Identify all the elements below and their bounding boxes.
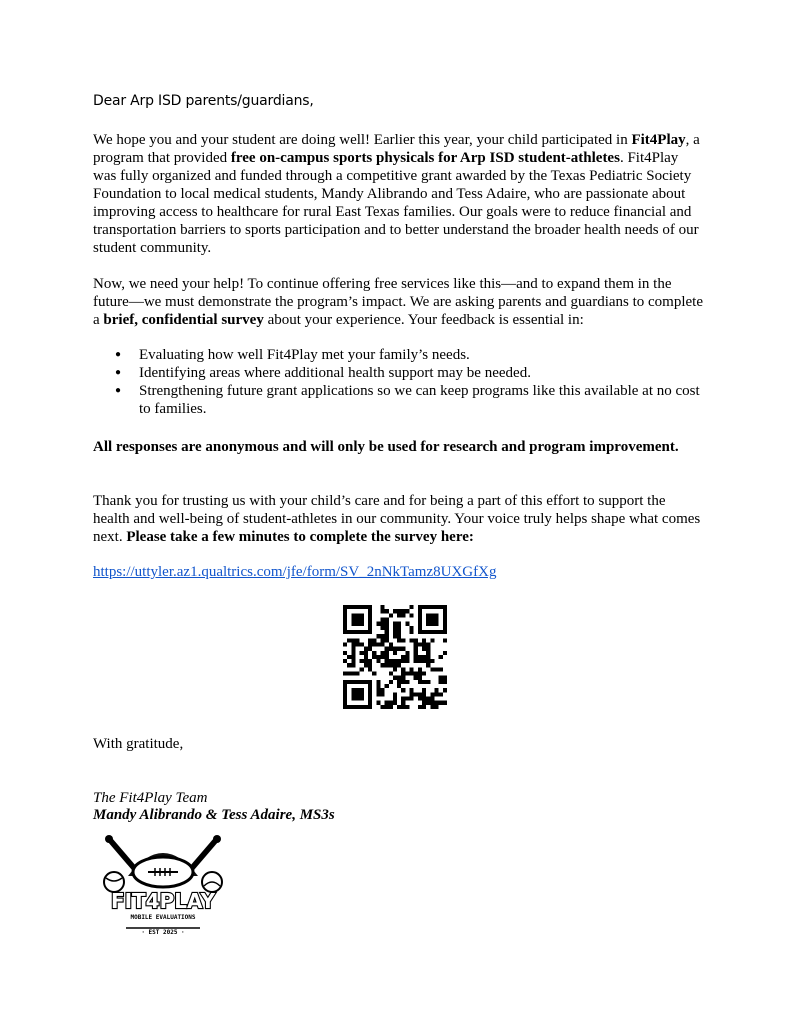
paragraph-intro	[93, 131, 703, 257]
list-item: ● Evaluating how well Fit4Play met your family’s needs.	[93, 346, 703, 364]
bold-text: Fit4Play	[631, 132, 686, 148]
feedback-list	[93, 346, 703, 418]
svg-text:★: ★	[159, 842, 167, 851]
fit4play-logo	[100, 832, 226, 938]
text: , a program that provided	[93, 132, 700, 166]
bold-text: Please take a few minutes to complete the survey here:	[126, 529, 474, 545]
list-item: ● Strengthening future grant applications so we can keep programs like this available at no cost to families.	[93, 382, 703, 418]
text: We hope you and your student are doing well! Earlier this year, your child participated in	[93, 132, 632, 148]
logo-est: · EST 2025 ·	[141, 929, 185, 936]
text: . Fit4Play was fully organized and funded through a competitive grant awarded by the Texas Pediatric Society Foundation to local medical students, Mandy Alibrando and Tess Adaire, who are passionate about improving access to healthcare for rural East Texas families. Our goals were to reduce financial and transportation barriers to sports participation and to better understand the broader health needs of our student community.	[93, 150, 699, 256]
author-names: Mandy Alibrando & Tess Adaire, MS3s	[93, 807, 335, 823]
bold-text: brief, confidential survey	[103, 312, 264, 328]
qr-code-icon[interactable]	[343, 605, 447, 709]
closing: With gratitude,	[93, 736, 184, 752]
svg-text:★: ★	[152, 845, 160, 854]
paragraph-request	[93, 275, 703, 329]
paragraph-thanks	[93, 492, 703, 546]
greeting: Dear Arp ISD parents/guardians,	[93, 93, 314, 109]
list-item: ● Identifying areas where additional health support may be needed.	[93, 364, 703, 382]
team-signature: The Fit4Play Team	[93, 790, 208, 806]
text: Now, we need your help! To continue offering free services like this—and to expand them in the future—we must demonstrate the program’s impact. We are asking parents and guardians to complete a	[93, 276, 703, 328]
text: about your experience. Your feedback is essential in:	[263, 312, 584, 328]
bold-text: All responses are anonymous and will only be used for research and program improvement.	[93, 439, 679, 455]
text: Thank you for trusting us with your child’s care and for being a part of this effort to support the health and well-being of student-athletes in our community. Your voice truly helps shape what comes next.	[93, 493, 701, 545]
survey-link[interactable]: https://uttyler.az1.qualtrics.com/jfe/form/SV_2nNkTamz8UXGfXg	[93, 564, 497, 580]
bold-text: free on-campus sports physicals for Arp ISD student-athletes	[230, 150, 620, 166]
logo-wordmark: FIT4PLAY	[110, 889, 216, 913]
paragraph-anonymous	[93, 438, 703, 456]
logo-tagline: MOBILE EVALUATIONS	[130, 914, 196, 921]
svg-text:★: ★	[166, 845, 174, 854]
